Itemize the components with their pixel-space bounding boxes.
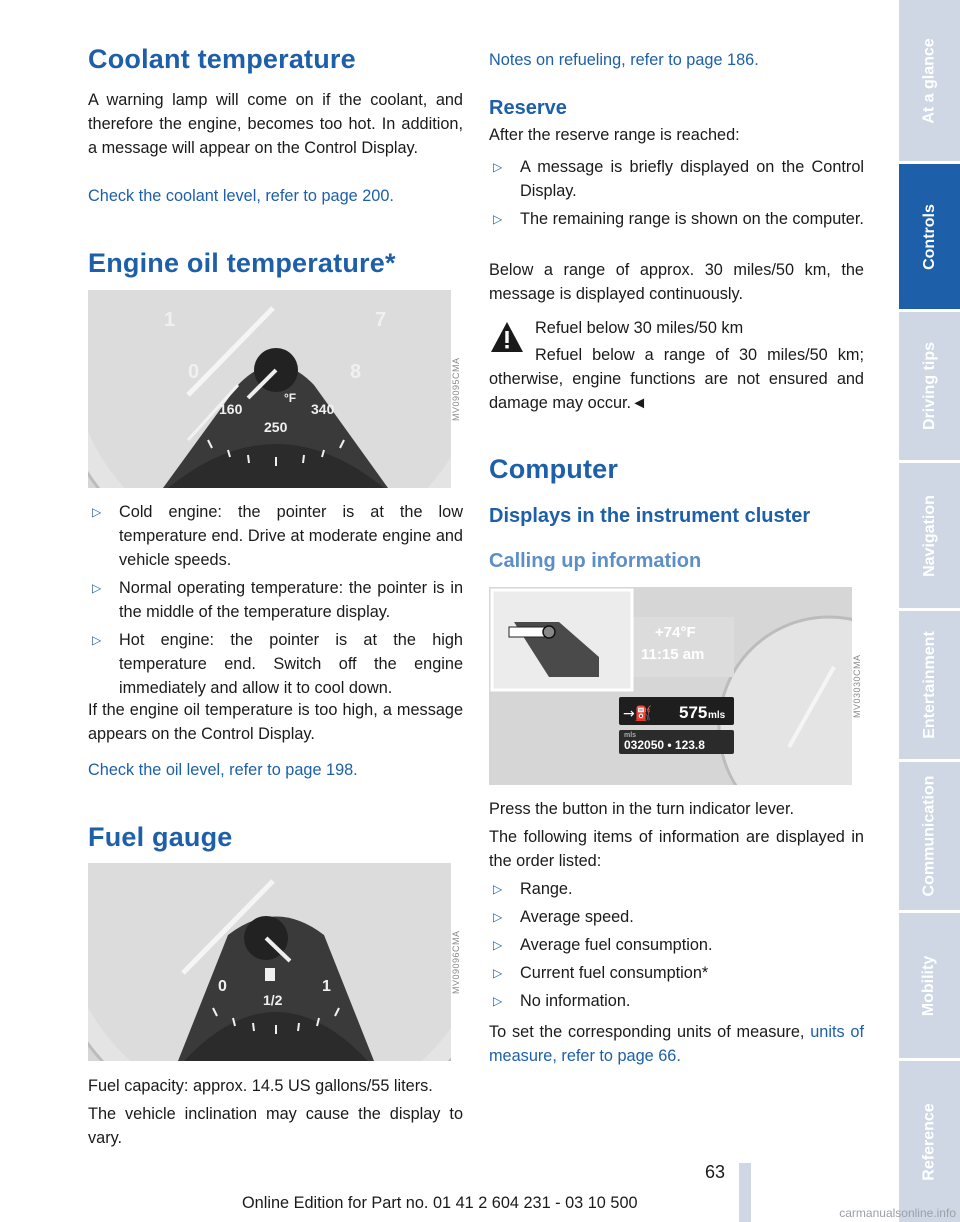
list-item: ▷ The remaining range is shown on the computer. [489, 207, 864, 231]
triangle-bullet-icon: ▷ [493, 966, 503, 980]
reserve-intro: After the reserve range is reached: [489, 126, 740, 144]
tab-mobility[interactable]: Mobility [899, 913, 960, 1058]
heading-engine-oil-temperature: Engine oil temperature* [88, 248, 396, 278]
heading-reserve: Reserve [489, 97, 567, 119]
instrument-cluster-figure [489, 587, 864, 785]
list-item: ▷ A message is briefly displayed on the Control Display. [489, 155, 864, 203]
triangle-bullet-icon: ▷ [493, 212, 503, 226]
fuel-label-half: 1/2 [263, 992, 283, 1008]
figure-code: MV03030CMA [852, 587, 864, 785]
oil-level-link[interactable]: Check the oil level, refer to page 198. [88, 761, 358, 779]
oil-temperature-bullets [88, 500, 463, 704]
triangle-bullet-icon: ▷ [92, 633, 102, 647]
following-items-text: The following items of information are displayed in the order listed: [489, 828, 864, 870]
fuel-inclination-note: The vehicle inclination may cause the display to vary. [88, 1105, 463, 1147]
warning-title: Refuel below 30 miles/50 km [535, 319, 744, 337]
refueling-notes-link[interactable]: Notes on refueling, refer to page 186. [489, 51, 759, 69]
coolant-body: A warning lamp will come on if the coolant, and therefore the engine, becomes too hot. In addition, a message will appear on the Control Display. [88, 91, 463, 157]
gauge-label-250: 250 [264, 419, 288, 435]
gauge-label-1: 1 [164, 309, 176, 331]
coolant-level-link[interactable]: Check the coolant level, refer to page 200. [88, 187, 394, 205]
list-item: ▷ Current fuel consumption* [489, 961, 864, 985]
watermark: carmanualsonline.info [839, 1206, 956, 1220]
list-item: ▷ Average speed. [489, 905, 864, 929]
gauge-label-0: 0 [188, 361, 200, 383]
tab-reference[interactable]: Reference [899, 1061, 960, 1222]
oil-gauge-illustration [88, 290, 463, 488]
list-item: ▷ Average fuel consumption. [489, 933, 864, 957]
triangle-bullet-icon: ▷ [493, 994, 503, 1008]
display-range-unit: mls [708, 710, 726, 721]
range-arrow-fuel-icon: →⛽ [623, 706, 653, 722]
display-odometer: 032050 • 123.8 [624, 738, 705, 752]
footer-edition: Online Edition for Part no. 01 41 2 604 231 - 03 10 500 [242, 1194, 638, 1212]
fuel-pump-icon [265, 968, 275, 981]
heading-calling-up-information: Calling up information [489, 550, 702, 572]
display-time: 11:15 am [641, 646, 705, 663]
fuel-gauge-illustration [88, 863, 463, 1061]
units-of-measure-text: To set the corresponding units of measure, units of measure, refer to page 66. [489, 1023, 864, 1065]
reserve-body: Below a range of approx. 30 miles/50 km, the message is displayed continuously. [489, 261, 864, 303]
computer-items-list [489, 877, 864, 1017]
triangle-bullet-icon: ▷ [92, 581, 102, 595]
list-item: ▷ Hot engine: the pointer is at the high temperature end. Switch off the engine immediately and allow it to cool down. [88, 628, 463, 700]
gauge-label-8: 8 [350, 361, 362, 383]
page-number: 63 [705, 1162, 726, 1182]
list-item: ▷ Cold engine: the pointer is at the low temperature end. Drive at moderate engine and vehicle speeds. [88, 500, 463, 572]
fuel-label-empty: 0 [218, 978, 227, 995]
fuel-capacity: Fuel capacity: approx. 14.5 US gallons/55 liters. [88, 1077, 433, 1095]
page-number-bar [739, 1163, 751, 1222]
triangle-bullet-icon: ▷ [493, 882, 503, 896]
tab-driving-tips[interactable]: Driving tips [899, 312, 960, 460]
tab-controls[interactable]: Controls [899, 164, 960, 309]
tab-at-a-glance[interactable]: At a glance [899, 0, 960, 161]
heading-fuel-gauge: Fuel gauge [88, 822, 233, 852]
oil-too-high-body: If the engine oil temperature is too high, a message appears on the Control Display. [88, 701, 463, 743]
fuel-label-full: 1 [322, 978, 331, 995]
gauge-label-340: 340 [311, 401, 335, 417]
triangle-bullet-icon: ▷ [92, 505, 102, 519]
tab-entertainment[interactable]: Entertainment [899, 611, 960, 759]
figure-code: MV09096CMA [451, 863, 463, 1061]
tab-navigation[interactable]: Navigation [899, 463, 960, 608]
gauge-label-160: 160 [219, 401, 243, 417]
tab-communication[interactable]: Communication [899, 762, 960, 910]
list-item: ▷ Normal operating temperature: the pointer is in the middle of the temperature display. [88, 576, 463, 624]
units-of-measure-link[interactable]: units of measure, refer to page 66. [489, 1023, 864, 1065]
heading-coolant-temperature: Coolant temperature [88, 44, 356, 74]
triangle-bullet-icon: ▷ [493, 910, 503, 924]
display-range: 575 [679, 703, 708, 722]
gauge-unit-f: °F [284, 391, 297, 405]
press-button-text: Press the button in the turn indicator lever. [489, 800, 794, 818]
figure-code: MV09095CMA [451, 290, 463, 488]
display-mls-small: mls [624, 732, 637, 739]
oil-temperature-gauge-figure [88, 290, 463, 488]
heading-displays-instrument-cluster: Displays in the instrument cluster [489, 505, 811, 527]
triangle-bullet-icon: ▷ [493, 938, 503, 952]
warning-text: Refuel below a range of 30 miles/50 km; otherwise, engine functions are not ensured and damage may occur.◄ [489, 346, 864, 412]
instrument-cluster-illustration [489, 587, 864, 785]
list-item: ▷ No information. [489, 989, 864, 1013]
fuel-gauge-figure [88, 863, 463, 1061]
heading-computer: Computer [489, 454, 619, 484]
display-temperature: +74°F [655, 624, 696, 641]
chapter-sidebar [899, 0, 960, 1222]
gauge-label-7: 7 [375, 309, 387, 331]
reserve-bullets [489, 155, 864, 235]
list-item: ▷ Range. [489, 877, 864, 901]
triangle-bullet-icon: ▷ [493, 160, 503, 174]
